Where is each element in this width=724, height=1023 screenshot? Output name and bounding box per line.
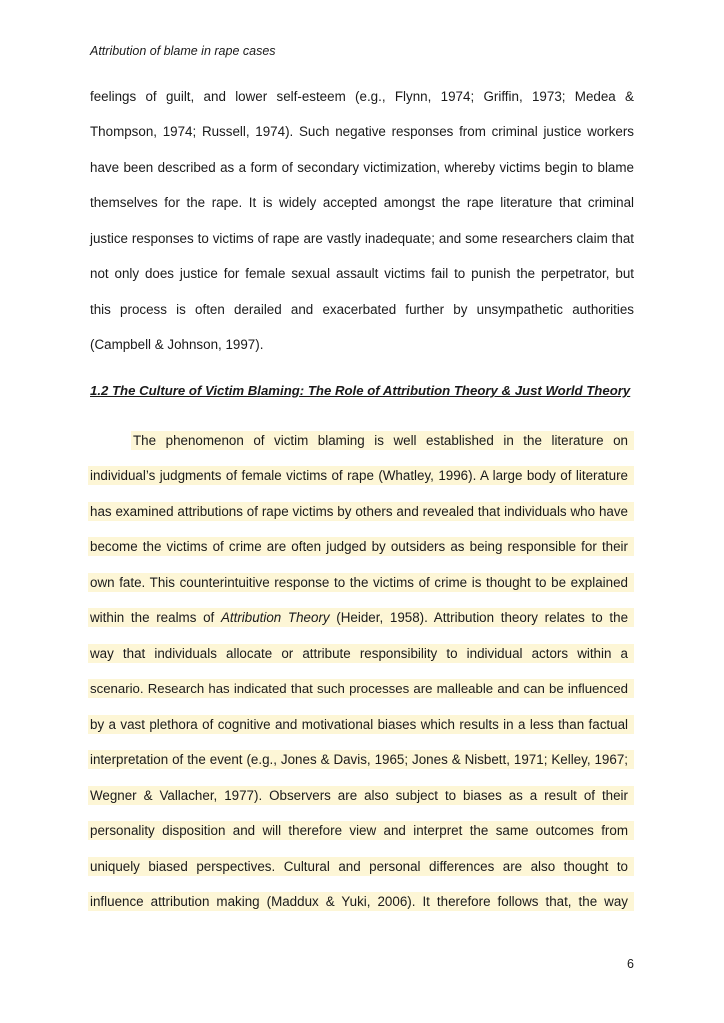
section-heading: 1.2 The Culture of Victim Blaming: The Role of Attribution Theory & Just World Theory xyxy=(90,383,631,398)
paragraph-line xyxy=(90,503,634,521)
paragraph-line xyxy=(90,787,634,805)
paragraph-line xyxy=(90,574,634,592)
paragraph-line xyxy=(133,432,634,450)
highlighted-text: influence attribution making (Maddux & Yuki, 2006). It therefore follows that, the way xyxy=(88,892,634,911)
highlighted-text: individual’s judgments of female victims of rape (Whatley, 1996). A large body of literature xyxy=(88,466,634,485)
paragraph-line: have been described as a form of secondary victimization, whereby victims begin to blame xyxy=(90,160,634,175)
text-run: (Heider, 1958). Attribution theory relates to the xyxy=(329,610,629,625)
highlighted-text: has examined attributions of rape victims by others and revealed that individuals who have xyxy=(88,502,634,521)
highlighted-text: Wegner & Vallacher, 1977). Observers are also subject to biases as a result of their xyxy=(88,786,634,805)
paragraph-line: feelings of guilt, and lower self-esteem (e.g., Flynn, 1974; Griffin, 1973; Medea & xyxy=(90,89,634,104)
paragraph-line xyxy=(90,751,634,769)
paragraph-line xyxy=(90,893,634,911)
highlighted-text: way that individuals allocate or attribute responsibility to individual actors within a xyxy=(88,644,634,663)
highlighted-text: scenario. Research has indicated that such processes are malleable and can be influenced xyxy=(88,679,634,698)
italic-term: Attribution Theory xyxy=(220,610,330,625)
paragraph-line: justice responses to victims of rape are vastly inadequate; and some researchers claim that xyxy=(90,231,634,246)
highlighted-text: uniquely biased perspectives. Cultural and personal differences are also thought to xyxy=(88,857,634,876)
paragraph-line: themselves for the rape. It is widely accepted amongst the rape literature that criminal xyxy=(90,195,634,210)
paragraph-line xyxy=(90,609,634,627)
highlighted-text: own fate. This counterintuitive response to the victims of crime is thought to be explained xyxy=(88,573,634,592)
paragraph-line: (Campbell & Johnson, 1997). xyxy=(90,337,264,352)
paragraph-line: this process is often derailed and exacerbated further by unsympathetic authorities xyxy=(90,302,634,317)
paragraph-line xyxy=(90,716,634,734)
page-number: 6 xyxy=(627,957,634,971)
highlighted-text: become the victims of crime are often judged by outsiders as being responsible for their xyxy=(88,537,634,556)
paragraph-line xyxy=(90,467,634,485)
highlighted-text: personality disposition and will therefore view and interpret the same outcomes from xyxy=(88,821,634,840)
highlighted-text: by a vast plethora of cognitive and motivational biases which results in a less than factual xyxy=(88,715,634,734)
paragraph-line xyxy=(90,538,634,556)
paragraph-line xyxy=(90,822,634,840)
highlighted-text xyxy=(88,608,634,627)
paragraph-line xyxy=(90,645,634,663)
running-header: Attribution of blame in rape cases xyxy=(90,44,276,58)
highlighted-text: The phenomenon of victim blaming is well established in the literature on xyxy=(131,431,634,450)
paragraph-line: Thompson, 1974; Russell, 1974). Such negative responses from criminal justice workers xyxy=(90,124,634,139)
paragraph-line xyxy=(90,858,634,876)
text-run: within the realms of xyxy=(90,610,221,625)
highlighted-text: interpretation of the event (e.g., Jones & Davis, 1965; Jones & Nisbett, 1971; Kelley, 1967; xyxy=(88,750,634,769)
paragraph-line xyxy=(90,680,634,698)
paragraph-line: not only does justice for female sexual assault victims fail to punish the perpetrator, but xyxy=(90,266,634,281)
